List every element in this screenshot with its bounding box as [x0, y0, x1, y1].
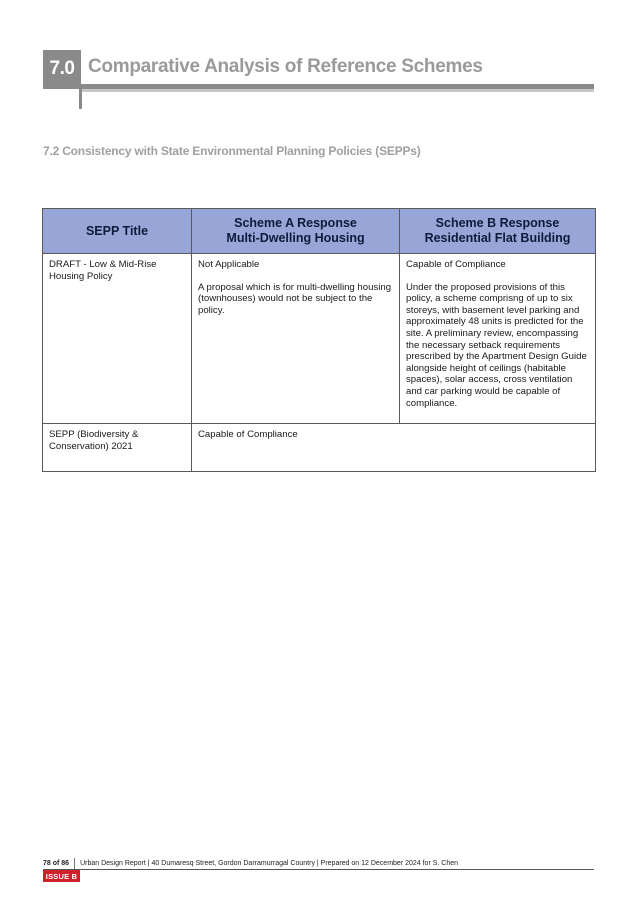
page-number: 78 of 86	[43, 860, 70, 867]
section-title: Comparative Analysis of Reference Schemes	[88, 56, 483, 77]
row-title	[43, 254, 192, 424]
header-scheme-b-line2: Residential Flat Building	[424, 231, 571, 245]
table-row	[43, 254, 596, 424]
scheme-b-text: Under the proposed provisions of this policy, a scheme comprisng of up to six storeys, with basement level parking and approximately 48 units is predicted for the site. A preliminary review, encompassing the necessary setback requirements prescribed by the Apartment Design Guide alongside height of ceilings (habitable spaces), solar access, cross ventilation and car parking would be capable of compliance.	[406, 281, 587, 409]
header-sepp-title: SEPP Title	[43, 209, 192, 254]
header-scheme-b	[400, 209, 596, 254]
header-scheme-a-line2: Multi-Dwelling Housing	[226, 231, 365, 245]
issue-badge: ISSUE B	[43, 870, 80, 882]
header-rule-shadow	[81, 89, 594, 92]
section-number-badge: 7.0	[43, 50, 81, 88]
subsection-heading: 7.2 Consistency with State Environmental Planning Policies (SEPPs)	[43, 144, 421, 158]
scheme-a-status: Not Applicable	[198, 259, 260, 270]
sepp-table	[42, 208, 596, 472]
header-scheme-a-line1: Scheme A Response	[234, 216, 357, 230]
combined-status: Capable of Compliance	[198, 429, 298, 441]
scheme-b-status: Capable of Compliance	[406, 259, 506, 270]
table-row	[43, 424, 596, 472]
scheme-b-cell	[400, 254, 596, 424]
row-title-text: DRAFT - Low & Mid-Rise Housing Policy	[49, 259, 157, 282]
header-scheme-b-line1: Scheme B Response	[435, 216, 560, 230]
table-header-row	[43, 209, 596, 254]
combined-response-cell	[192, 424, 596, 472]
header-scheme-a	[192, 209, 400, 254]
footer-text: Urban Design Report | 40 Dumaresq Street, Gordon Darramurragal Country | Prepared on 12 December 2024 for S. Chen	[80, 860, 459, 867]
row-title	[43, 424, 192, 472]
row-title-text: SEPP (Biodiversity & Conservation) 2021	[49, 429, 139, 452]
scheme-a-cell	[192, 254, 400, 424]
page-footer	[43, 858, 458, 869]
header-vertical-rule	[79, 88, 82, 109]
scheme-a-text: A proposal which is for multi-dwelling housing (townhouses) would not be subject to the policy.	[198, 281, 392, 316]
footer-divider	[74, 858, 75, 869]
footer-rule	[43, 869, 594, 870]
